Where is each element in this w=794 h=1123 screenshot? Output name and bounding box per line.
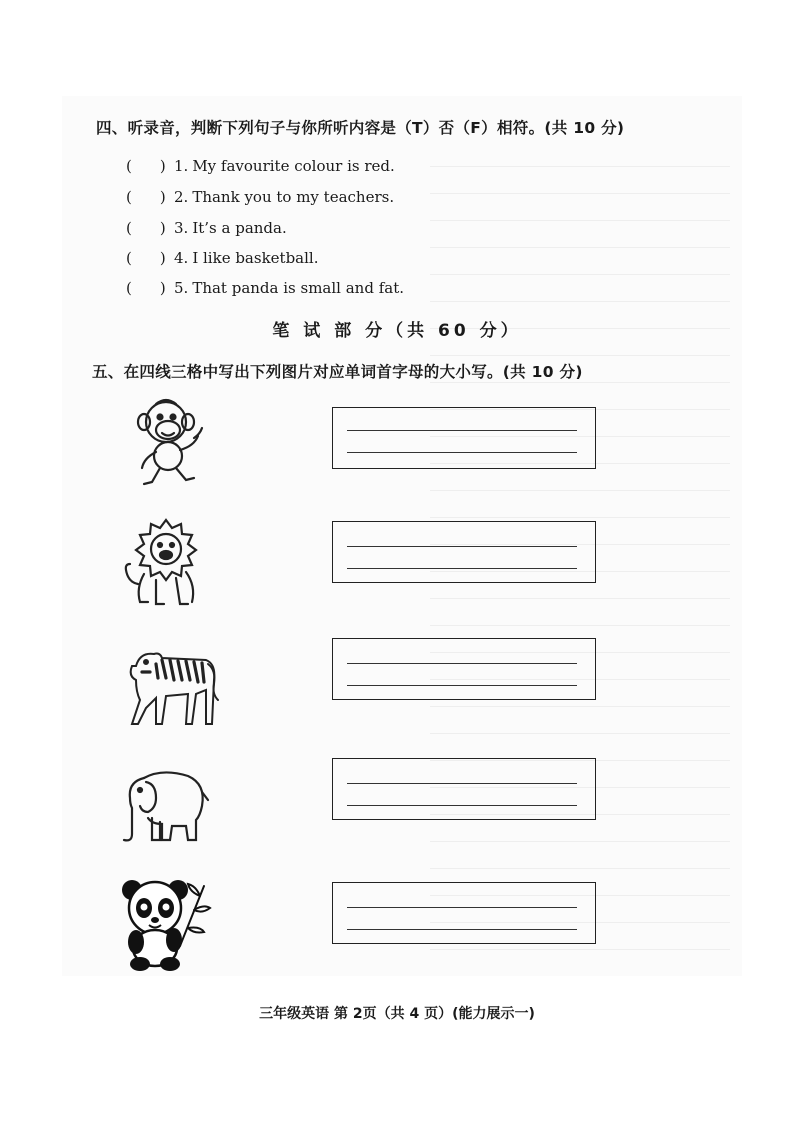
writing-line bbox=[347, 783, 577, 784]
page-footer: 三年级英语 第 2页（共 4 页）(能力展示一) bbox=[259, 1006, 535, 1022]
tiger-icon bbox=[122, 638, 222, 738]
question-number: 5. bbox=[174, 279, 189, 297]
answer-blank[interactable]: ( ) bbox=[126, 249, 166, 267]
writing-line bbox=[347, 568, 577, 569]
writing-line bbox=[347, 452, 577, 453]
writing-box-2[interactable] bbox=[332, 521, 596, 583]
answer-blank[interactable]: ( ) bbox=[126, 188, 166, 206]
question-4 bbox=[126, 249, 318, 267]
writing-line bbox=[347, 430, 577, 431]
section-5-title: 五、在四线三格中写出下列图片对应单词首字母的大小写。(共 10 分) bbox=[92, 363, 583, 381]
monkey-icon bbox=[124, 392, 224, 492]
lion-icon bbox=[116, 514, 216, 614]
writing-line bbox=[347, 907, 577, 908]
question-number: 3. bbox=[174, 219, 189, 237]
writing-box-1[interactable] bbox=[332, 407, 596, 469]
question-2 bbox=[126, 188, 394, 206]
question-number: 2. bbox=[174, 188, 189, 206]
answer-blank[interactable]: ( ) bbox=[126, 219, 166, 237]
answer-blank[interactable]: ( ) bbox=[126, 157, 166, 175]
question-text: I like basketball. bbox=[192, 249, 319, 267]
question-1 bbox=[126, 157, 395, 175]
question-number: 4. bbox=[174, 249, 189, 267]
answer-blank[interactable]: ( ) bbox=[126, 279, 166, 297]
elephant-icon bbox=[112, 758, 212, 858]
section-4-title: 四、听录音，判断下列句子与你所听内容是（T）否（F）相符。(共 10 分) bbox=[96, 119, 625, 137]
writing-box-4[interactable] bbox=[332, 758, 596, 820]
writing-box-5[interactable] bbox=[332, 882, 596, 944]
question-number: 1. bbox=[174, 157, 189, 175]
question-3 bbox=[126, 219, 287, 237]
writing-box-3[interactable] bbox=[332, 638, 596, 700]
question-text: Thank you to my teachers. bbox=[192, 188, 395, 206]
writing-line bbox=[347, 663, 577, 664]
question-text: It’s a panda. bbox=[192, 219, 287, 237]
question-text: That panda is small and fat. bbox=[192, 279, 404, 297]
writing-line bbox=[347, 546, 577, 547]
question-5 bbox=[126, 279, 404, 297]
panda-icon bbox=[116, 872, 216, 972]
written-part-title: 笔 试 部 分（共 60 分） bbox=[272, 321, 522, 341]
writing-line bbox=[347, 685, 577, 686]
question-text: My favourite colour is red. bbox=[192, 157, 395, 175]
writing-line bbox=[347, 929, 577, 930]
writing-line bbox=[347, 805, 577, 806]
